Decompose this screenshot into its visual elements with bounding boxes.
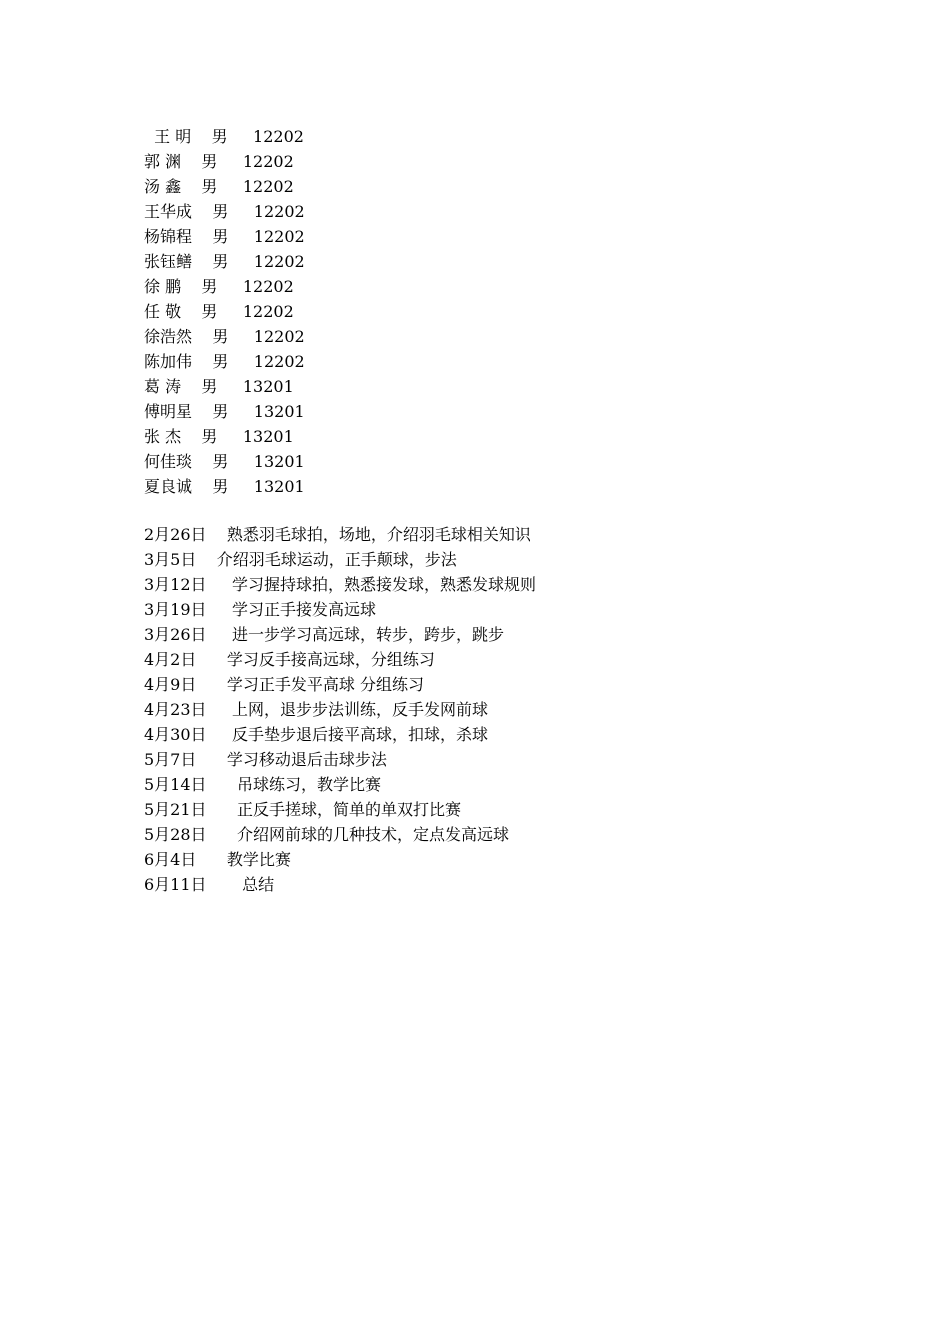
roster-row: 杨锦程 男 12202	[144, 227, 305, 246]
roster-row: 葛 涛 男 13201	[144, 377, 294, 396]
schedule-row: 4月30日 反手垫步退后接平高球，扣球，杀球	[144, 725, 488, 744]
schedule-row: 3月12日 学习握持球拍，熟悉接发球，熟悉发球规则	[144, 575, 536, 594]
roster-row: 徐 鹏 男 12202	[144, 277, 294, 296]
roster-row: 汤 鑫 男 12202	[144, 177, 294, 196]
schedule-row: 2月26日 熟悉羽毛球拍，场地，介绍羽毛球相关知识	[144, 525, 531, 544]
schedule-row: 3月19日 学习正手接发高远球	[144, 600, 376, 619]
schedule-row: 5月7日 学习移动退后击球步法	[144, 750, 387, 769]
roster-row: 王 明 男 12202	[144, 127, 304, 146]
schedule-row: 4月9日 学习正手发平高球 分组练习	[144, 675, 424, 694]
roster-row: 夏良诚 男 13201	[144, 477, 305, 496]
roster-row: 王华成 男 12202	[144, 202, 305, 221]
schedule-row: 4月23日 上网，退步步法训练，反手发网前球	[144, 700, 488, 719]
schedule-row: 4月2日 学习反手接高远球，分组练习	[144, 650, 435, 669]
schedule-row: 5月14日 吊球练习，教学比赛	[144, 775, 382, 794]
roster-row: 徐浩然 男 12202	[144, 327, 305, 346]
schedule-row: 5月28日 介绍网前球的几种技术，定点发高远球	[144, 825, 510, 844]
roster-row: 张 杰 男 13201	[144, 427, 294, 446]
schedule-row: 6月4日 教学比赛	[144, 850, 291, 869]
roster-row: 郭 渊 男 12202	[144, 152, 294, 171]
schedule-row: 3月26日 进一步学习高远球，转步，跨步，跳步	[144, 625, 504, 644]
roster-row: 陈加伟 男 12202	[144, 352, 305, 371]
roster-row: 何佳琰 男 13201	[144, 452, 305, 471]
roster-row: 任 敬 男 12202	[144, 302, 294, 321]
course-schedule	[144, 522, 844, 897]
schedule-row: 3月5日 介绍羽毛球运动，正手颠球，步法	[144, 550, 457, 569]
schedule-row: 6月11日 总结	[144, 875, 275, 894]
student-roster	[144, 124, 844, 499]
roster-row: 张钰鳝 男 12202	[144, 252, 305, 271]
roster-row: 傅明星 男 13201	[144, 402, 305, 421]
schedule-row: 5月21日 正反手搓球，简单的单双打比赛	[144, 800, 462, 819]
